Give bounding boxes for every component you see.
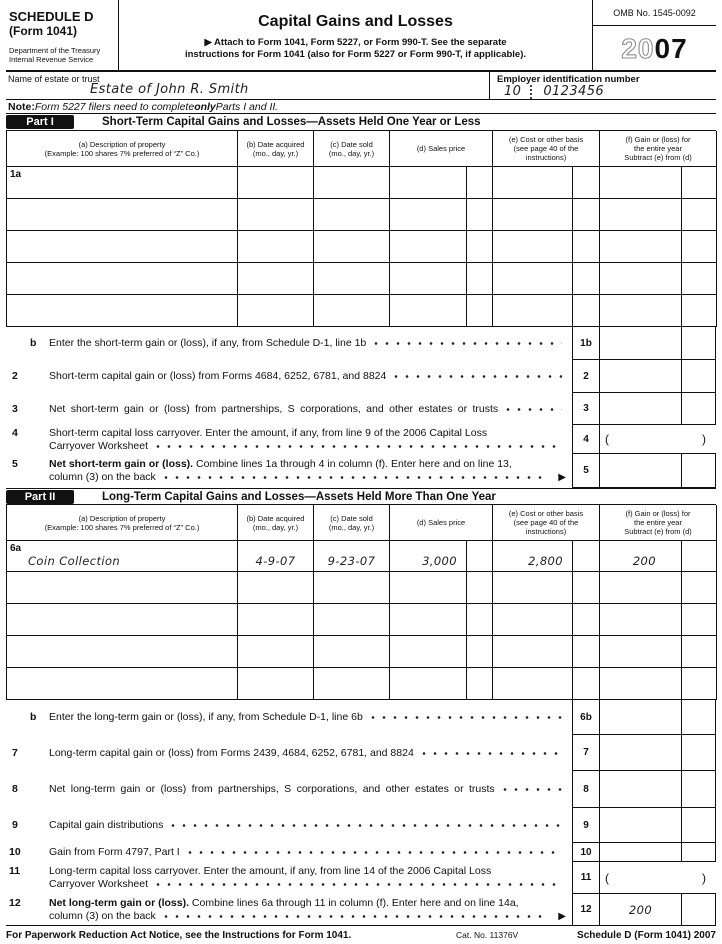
entry-cell[interactable] <box>493 668 573 700</box>
entry-cell[interactable] <box>467 572 493 604</box>
part1-title: Short-Term Capital Gains and Losses—Assets Held One Year or Less <box>102 116 481 128</box>
line-6b-cents[interactable] <box>681 700 716 735</box>
entry-cell[interactable] <box>238 572 314 604</box>
line-4-amount[interactable] <box>599 425 716 454</box>
entry-cell[interactable] <box>314 636 390 668</box>
form-id-footer: Schedule D (Form 1041) 2007 <box>577 929 716 941</box>
line-7-cents[interactable] <box>681 735 716 771</box>
entry-cell[interactable] <box>390 604 467 636</box>
col-b-header: (b) Date acquired (mo., day, yr.) <box>238 505 314 541</box>
entry-cell[interactable] <box>493 167 573 199</box>
form-id-block <box>6 0 119 71</box>
line-8-num: 8 <box>12 783 18 795</box>
note-emphasis: only <box>194 100 216 113</box>
entry-cell[interactable] <box>467 668 493 700</box>
tax-year-suffix: 07 <box>654 32 688 64</box>
line-7-amount[interactable] <box>599 735 681 771</box>
entry-cell[interactable] <box>314 295 390 327</box>
col-f-header: (f) Gain or (loss) for the entire year Subtract (e) from (d) <box>600 505 717 541</box>
entry-cell[interactable] <box>390 572 467 604</box>
entry-date-sold[interactable]: 9-23-07 <box>314 541 390 572</box>
entry-sales-price[interactable]: 3,000 <box>390 541 467 572</box>
entry-cell[interactable] <box>238 199 314 231</box>
entry-cell[interactable] <box>682 572 717 604</box>
line-8 <box>6 771 716 808</box>
form-title-block <box>119 0 592 71</box>
dotted-leader <box>156 442 562 451</box>
part1-table <box>6 130 716 327</box>
omb-number: OMB No. 1545-0092 <box>593 0 716 26</box>
line-12-box-label: 12 <box>572 894 599 925</box>
entry-cell[interactable] <box>390 231 467 263</box>
ein-prefix: 10 <box>504 84 522 99</box>
entry-cell[interactable] <box>600 636 682 668</box>
line-2-cents[interactable] <box>681 360 716 393</box>
entry-cell[interactable] <box>314 167 390 199</box>
line-5-box-label: 5 <box>572 454 599 488</box>
tax-year-prefix: 20 <box>621 32 655 64</box>
form-page <box>6 0 716 944</box>
dotted-leader <box>394 372 562 381</box>
note-row <box>6 100 716 114</box>
entry-cell[interactable] <box>573 604 600 636</box>
entry-cell[interactable] <box>238 668 314 700</box>
line-6b <box>6 700 716 735</box>
entry-cell[interactable] <box>7 572 238 604</box>
line-9-cents[interactable] <box>681 808 716 843</box>
line-10-cents[interactable] <box>681 843 716 862</box>
line-4-text2: Carryover Worksheet <box>49 439 149 452</box>
paperwork-notice: For Paperwork Reduction Act Notice, see the Instructions for Form 1041. <box>6 929 352 941</box>
entry-cell[interactable] <box>7 231 238 263</box>
name-field[interactable]: Estate of John R. Smith <box>90 82 249 97</box>
entry-cell[interactable] <box>600 668 682 700</box>
line-5-bold: Net short-term gain or (loss). <box>49 458 194 470</box>
form-number: (Form 1041) <box>9 24 78 38</box>
ein-cell <box>489 72 716 99</box>
line-11-amount[interactable] <box>599 862 716 894</box>
line-10 <box>6 843 716 862</box>
entry-cell[interactable] <box>493 263 573 295</box>
schedule-label: SCHEDULE D <box>9 9 94 24</box>
line-5-num: 5 <box>12 458 18 470</box>
entry-cell[interactable] <box>238 604 314 636</box>
entry-cell[interactable] <box>573 636 600 668</box>
entry-cell[interactable] <box>314 668 390 700</box>
line-10-box-label: 10 <box>572 843 599 862</box>
line-1b-box-label: 1b <box>572 327 599 360</box>
form-title: Capital Gains and Losses <box>258 13 453 30</box>
entry-cell[interactable] <box>467 541 493 572</box>
entry-cell[interactable] <box>314 604 390 636</box>
part1-header <box>6 114 716 130</box>
entry-cell[interactable] <box>682 231 717 263</box>
entry-cell[interactable] <box>467 167 493 199</box>
line-10-amount[interactable] <box>599 843 681 862</box>
form-header <box>6 0 716 72</box>
entry-cell[interactable] <box>390 167 467 199</box>
line-1b-cents[interactable] <box>681 327 716 360</box>
line-11 <box>6 862 716 894</box>
entry-cell[interactable] <box>390 668 467 700</box>
part2-title: Long-Term Capital Gains and Losses—Assets Held More Than One Year <box>102 490 496 503</box>
row-6a-label: 6a <box>10 543 22 554</box>
dotted-leader <box>371 713 562 722</box>
attach-instruction-line1: ▶ Attach to Form 1041, Form 5227, or Form 990-T. See the separate <box>204 37 507 48</box>
entry-cell[interactable] <box>467 636 493 668</box>
entry-cell[interactable] <box>390 199 467 231</box>
entry-cell[interactable] <box>390 263 467 295</box>
entry-cell[interactable] <box>7 668 238 700</box>
line-5-text2: column (3) on the back <box>49 471 156 483</box>
entry-cell[interactable] <box>600 263 682 295</box>
entry-cell[interactable] <box>682 604 717 636</box>
entry-cell[interactable] <box>238 263 314 295</box>
tax-year <box>593 26 716 71</box>
line-4 <box>6 425 716 454</box>
entry-cell[interactable] <box>600 295 682 327</box>
entry-cell[interactable] <box>573 541 600 572</box>
entry-cell[interactable] <box>238 295 314 327</box>
dotted-leader <box>164 473 548 482</box>
entry-cell[interactable] <box>314 199 390 231</box>
entry-cell[interactable] <box>238 167 314 199</box>
line-7-box-label: 7 <box>572 735 599 771</box>
line-2 <box>6 360 716 393</box>
line-12-amount[interactable]: 200 <box>599 894 681 925</box>
note-label: Note: <box>8 100 35 113</box>
paren-close: ) <box>702 870 706 885</box>
entry-cell[interactable] <box>467 199 493 231</box>
entry-cell[interactable] <box>573 295 600 327</box>
entry-cell[interactable] <box>682 263 717 295</box>
line-3-num: 3 <box>12 402 18 415</box>
line-2-num: 2 <box>12 370 18 382</box>
entry-cell[interactable] <box>682 167 717 199</box>
line-3-box-label: 3 <box>572 393 599 425</box>
name-ein-row <box>6 72 716 100</box>
line-1b-num: b <box>30 337 37 349</box>
entry-cell[interactable] <box>600 231 682 263</box>
line-7-num: 7 <box>12 746 18 759</box>
line-6b-num: b <box>30 711 37 723</box>
dotted-leader <box>503 785 562 794</box>
col-c-header: (c) Date sold (mo., day, yr.) <box>314 131 390 167</box>
dotted-leader <box>164 912 548 921</box>
agency-line2: Internal Revenue Service <box>9 54 94 64</box>
line-1b <box>6 327 716 360</box>
entry-cell[interactable] <box>573 263 600 295</box>
line-7-text: Long-term capital gain or (loss) from Forms 2439, 4684, 6252, 6781, and 8824 <box>49 746 414 759</box>
part1-badge: Part I <box>6 115 74 129</box>
entry-cell[interactable] <box>493 572 573 604</box>
ein-field[interactable] <box>504 84 604 99</box>
entry-cell[interactable] <box>600 167 682 199</box>
line-8-box-label: 8 <box>572 771 599 808</box>
line-12-cents[interactable] <box>681 894 716 925</box>
entry-cell[interactable] <box>314 263 390 295</box>
line-12-text: Combine lines 6a through 11 in column (f). Enter here and on line 14a, <box>189 896 519 909</box>
line-9 <box>6 808 716 843</box>
ein-label: Employer identification number <box>497 74 640 85</box>
entry-date-acquired[interactable]: 4-9-07 <box>238 541 314 572</box>
entry-cell[interactable] <box>682 541 717 572</box>
col-a-header: (a) Description of property (Example: 100 shares 7% preferred of “Z” Co.) <box>7 131 238 167</box>
entry-cell[interactable] <box>600 199 682 231</box>
row-1a-label: 1a <box>7 167 238 199</box>
entry-cell[interactable] <box>493 636 573 668</box>
line-5-text: Combine lines 1a through 4 in column (f). Enter here and on line 13, <box>193 458 512 470</box>
col-f-header: (f) Gain or (loss) for the entire year Subtract (e) from (d) <box>600 131 717 167</box>
entry-cell[interactable] <box>600 604 682 636</box>
col-c-header: (c) Date sold (mo., day, yr.) <box>314 505 390 541</box>
line-3-amount[interactable] <box>599 393 681 425</box>
ein-digits: 0123456 <box>543 84 605 99</box>
line-11-text: Long-term capital loss carryover. Enter the amount, if any, from line 14 of the 2006 Capital Loss <box>49 865 492 877</box>
entry-cell[interactable] <box>493 604 573 636</box>
entry-cell[interactable] <box>314 231 390 263</box>
line-6b-text: Enter the long-term gain or (loss), if any, from Schedule D-1, line 6b <box>49 711 363 723</box>
entry-cell[interactable] <box>573 668 600 700</box>
row-6a-description[interactable] <box>7 541 238 572</box>
dotted-leader <box>156 880 562 889</box>
col-b-header: (b) Date acquired (mo., day, yr.) <box>238 131 314 167</box>
entry-cell[interactable] <box>238 231 314 263</box>
line-12-num: 12 <box>9 896 21 909</box>
paren-open: ( <box>605 870 609 885</box>
line-5 <box>6 454 716 488</box>
line-8-cents[interactable] <box>681 771 716 808</box>
part2-table <box>6 504 716 700</box>
line-1b-amount[interactable] <box>599 327 681 360</box>
line-11-box-label: 11 <box>572 862 599 894</box>
entry-cell[interactable] <box>7 604 238 636</box>
line-12-text2: column (3) on the back <box>49 909 156 922</box>
line-6b-amount[interactable] <box>599 700 681 735</box>
col-d-header: (d) Sales price <box>390 505 493 541</box>
paren-close: ) <box>702 432 706 446</box>
omb-year-block <box>592 0 716 71</box>
entry-cell[interactable] <box>7 199 238 231</box>
entry-cell[interactable] <box>467 604 493 636</box>
line-1b-text: Enter the short-term gain or (loss), if any, from Schedule D-1, line 1b <box>49 337 367 349</box>
line-10-num: 10 <box>9 846 21 858</box>
line-9-num: 9 <box>12 819 18 831</box>
dotted-leader <box>506 405 562 414</box>
line-2-box-label: 2 <box>572 360 599 393</box>
form-footer <box>6 925 716 944</box>
entry-gain[interactable]: 200 <box>600 541 682 572</box>
entry-cell[interactable] <box>314 572 390 604</box>
entry-cell[interactable] <box>682 636 717 668</box>
dotted-leader <box>374 339 562 348</box>
col-a-header: (a) Description of property (Example: 100 shares 7% preferred of “Z” Co.) <box>7 505 238 541</box>
line-3-cents[interactable] <box>681 393 716 425</box>
entry-cell[interactable] <box>7 636 238 668</box>
agency-line1: Department of the Treasury <box>9 46 101 55</box>
dotted-leader <box>188 848 562 857</box>
line-3 <box>6 393 716 425</box>
entry-cost[interactable]: 2,800 <box>493 541 573 572</box>
part2-header <box>6 488 716 504</box>
entry-cell[interactable] <box>573 167 600 199</box>
line-12-bold: Net long-term gain or (loss). <box>49 896 190 909</box>
line-9-box-label: 9 <box>572 808 599 843</box>
paren-open: ( <box>605 432 609 446</box>
line-12 <box>6 894 716 925</box>
line-9-text: Capital gain distributions <box>49 819 164 831</box>
line-10-text: Gain from Form 4797, Part I <box>49 846 180 858</box>
line-8-text: Net long-term gain or (loss) from partnerships, S corporations, and other estates or trusts <box>49 783 495 795</box>
entry-cell[interactable] <box>467 231 493 263</box>
note-text2: Parts I and II. <box>215 100 279 113</box>
part2-badge: Part II <box>6 490 74 504</box>
entry-cell[interactable] <box>390 295 467 327</box>
entry-cell[interactable] <box>573 199 600 231</box>
entry-cell[interactable] <box>682 199 717 231</box>
entry-cell[interactable] <box>7 295 238 327</box>
right-arrow-icon: ▶ <box>558 910 566 922</box>
catalog-number: Cat. No. 11376V <box>456 930 519 940</box>
line-7 <box>6 735 716 771</box>
name-label: Name of estate or trust <box>8 74 100 84</box>
col-d-header: (d) Sales price <box>390 131 493 167</box>
line-4-box-label: 4 <box>572 425 599 454</box>
line-4-num: 4 <box>12 426 18 439</box>
line-11-num: 11 <box>9 865 21 877</box>
entry-cell[interactable] <box>573 231 600 263</box>
entry-description: Coin Collection <box>28 554 121 568</box>
attach-instruction-line2: instructions for Form 1041 (also for Form 5227 or Form 990-T, if applicable). <box>184 48 527 60</box>
line-8-amount[interactable] <box>599 771 681 808</box>
ein-separator <box>530 85 532 99</box>
line-2-amount[interactable] <box>599 360 681 393</box>
note-text1: Form 5227 filers need to complete <box>34 100 195 113</box>
entry-cell[interactable] <box>493 295 573 327</box>
dotted-leader <box>171 821 562 830</box>
line-5-cents[interactable] <box>681 454 716 488</box>
entry-cell[interactable] <box>682 668 717 700</box>
entry-cell[interactable] <box>467 295 493 327</box>
line-4-text: Short-term capital loss carryover. Enter the amount, if any, from line 9 of the 2006 Capital Loss <box>49 426 488 439</box>
entry-cell[interactable] <box>467 263 493 295</box>
line-9-amount[interactable] <box>599 808 681 843</box>
entry-cell[interactable] <box>390 636 467 668</box>
line-5-amount[interactable] <box>599 454 681 488</box>
entry-cell[interactable] <box>7 263 238 295</box>
entry-cell[interactable] <box>493 199 573 231</box>
col-e-header: (e) Cost or other basis (see page 40 of the instructions) <box>493 505 600 541</box>
col-e-header: (e) Cost or other basis (see page 40 of the instructions) <box>493 131 600 167</box>
line-11-text2: Carryover Worksheet <box>49 878 149 890</box>
entry-cell[interactable] <box>573 572 600 604</box>
right-arrow-icon: ▶ <box>558 472 566 483</box>
line-2-text: Short-term capital gain or (loss) from Forms 4684, 6252, 6781, and 8824 <box>49 370 387 382</box>
entry-cell[interactable] <box>238 636 314 668</box>
dotted-leader <box>422 749 562 758</box>
line-6b-box-label: 6b <box>572 700 599 735</box>
line-3-text: Net short-term gain or (loss) from partnerships, S corporations, and other estates or trusts <box>49 402 499 415</box>
entry-cell[interactable] <box>682 295 717 327</box>
entry-cell[interactable] <box>600 572 682 604</box>
entry-cell[interactable] <box>493 231 573 263</box>
name-cell <box>6 72 489 99</box>
